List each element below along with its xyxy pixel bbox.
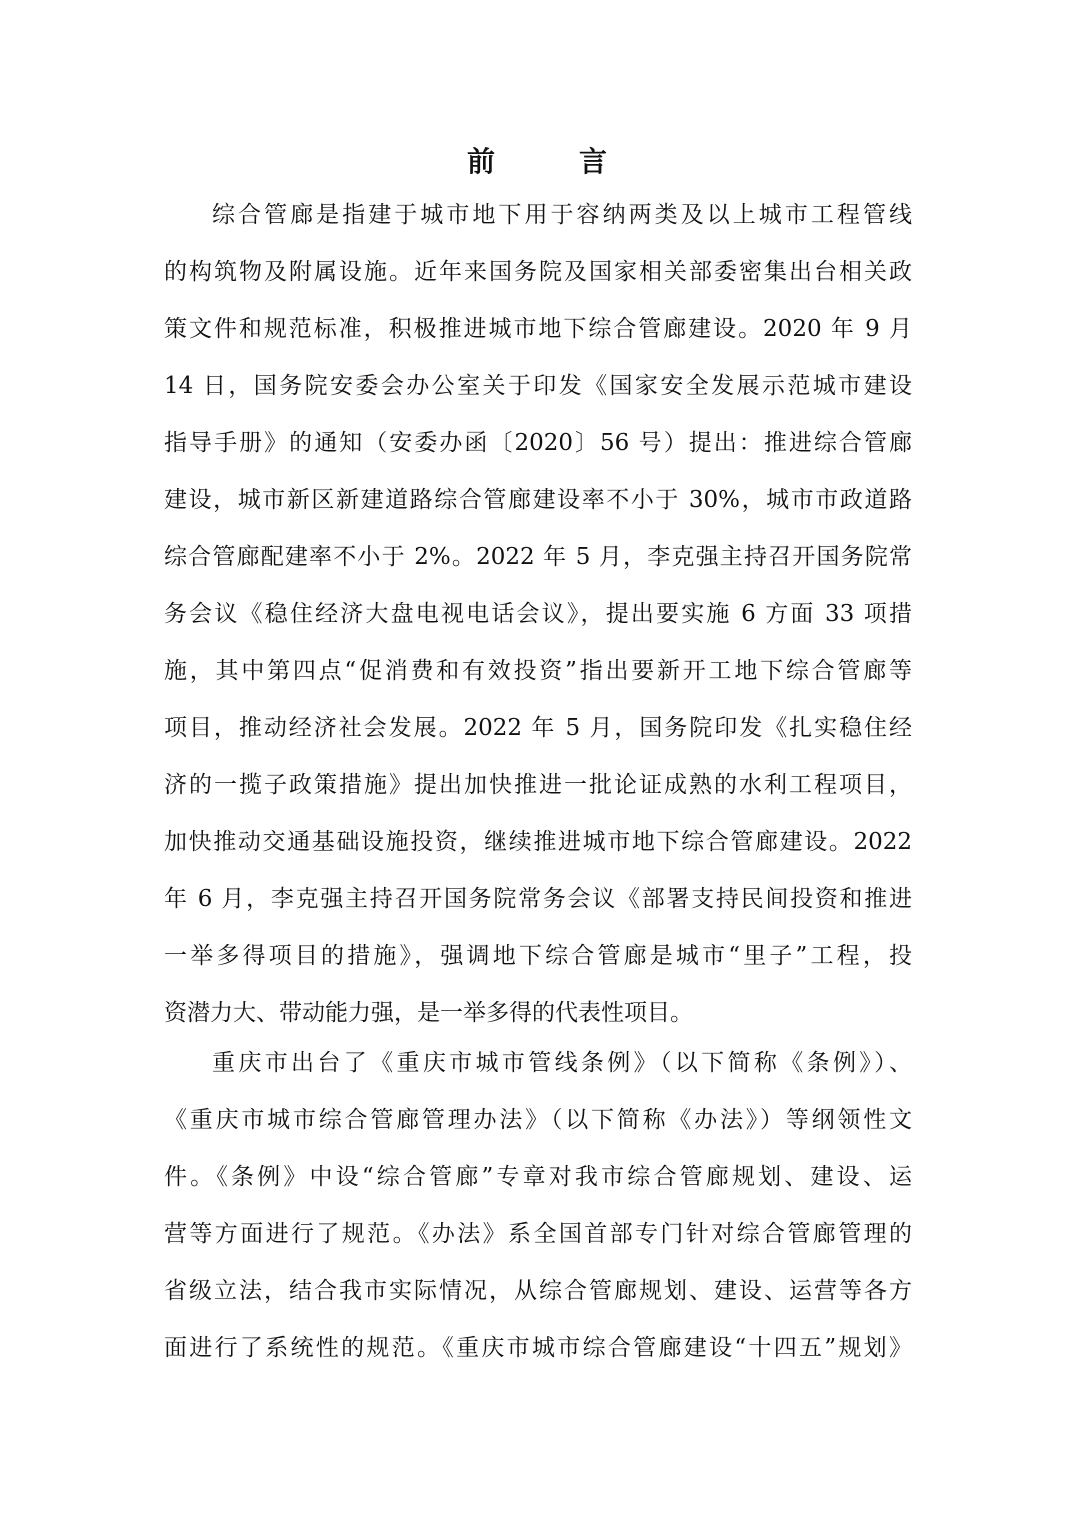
paragraph-line: 营等方面进行了规范。《办法》系全国首部专门针对综合管廊管理的 bbox=[164, 1221, 912, 1247]
paragraph-line: 面进行了系统性的规范。《重庆市城市综合管廊建设“十四五”规划》 bbox=[164, 1335, 912, 1361]
paragraph-line: 重庆市出台了《重庆市城市管线条例》（以下简称《条例》）、 bbox=[212, 1050, 912, 1076]
paragraph-1 bbox=[164, 187, 912, 1042]
paragraph-line: 务会议《稳住经济大盘电视电话会议》，提出要实施 6 方面 33 项措 bbox=[164, 601, 912, 627]
paragraph-line: 综合管廊配建率不小于 2%。2022 年 5 月，李克强主持召开国务院常 bbox=[164, 544, 912, 570]
paragraph-line: 济的一揽子政策措施》提出加快推进一批论证成熟的水利工程项目， bbox=[164, 772, 912, 798]
paragraph-line: 策文件和规范标准，积极推进城市地下综合管廊建设。2020 年 9 月 bbox=[164, 316, 912, 342]
paragraph-line: 施，其中第四点“促消费和有效投资”指出要新开工地下综合管廊等 bbox=[164, 658, 912, 684]
paragraph-line: 指导手册》的通知（安委办函〔2020〕56 号）提出：推进综合管廊 bbox=[164, 430, 912, 456]
paragraph-line: 综合管廊是指建于城市地下用于容纳两类及以上城市工程管线 bbox=[212, 202, 912, 228]
paragraph-line: 建设，城市新区新建道路综合管廊建设率不小于 30%，城市市政道路 bbox=[164, 487, 912, 513]
page-title: 前 言 bbox=[466, 145, 635, 178]
paragraph-line: 《重庆市城市综合管廊管理办法》（以下简称《办法》）等纲领性文 bbox=[164, 1107, 912, 1133]
paragraph-line: 件。《条例》中设“综合管廊”专章对我市综合管廊规划、建设、运 bbox=[164, 1164, 912, 1190]
paragraph-line: 省级立法，结合我市实际情况，从综合管廊规划、建设、运营等各方 bbox=[164, 1278, 912, 1304]
paragraph-line: 14 日，国务院安委会办公室关于印发《国家安全发展示范城市建设 bbox=[164, 373, 912, 399]
paragraph-line: 加快推动交通基础设施投资，继续推进城市地下综合管廊建设。2022 bbox=[164, 829, 912, 855]
paragraph-line: 资潜力大、带动能力强，是一举多得的代表性项目。 bbox=[164, 1000, 693, 1026]
paragraph-line: 一举多得项目的措施》，强调地下综合管廊是城市“里子”工程，投 bbox=[164, 943, 912, 969]
paragraph-line: 项目，推动经济社会发展。2022 年 5 月，国务院印发《扎实稳住经 bbox=[164, 715, 912, 741]
paragraph-2 bbox=[164, 1035, 912, 1377]
paragraph-line: 年 6 月，李克强主持召开国务院常务会议《部署支持民间投资和推进 bbox=[164, 886, 912, 912]
paragraph-line: 的构筑物及附属设施。近年来国务院及国家相关部委密集出台相关政 bbox=[164, 259, 912, 285]
